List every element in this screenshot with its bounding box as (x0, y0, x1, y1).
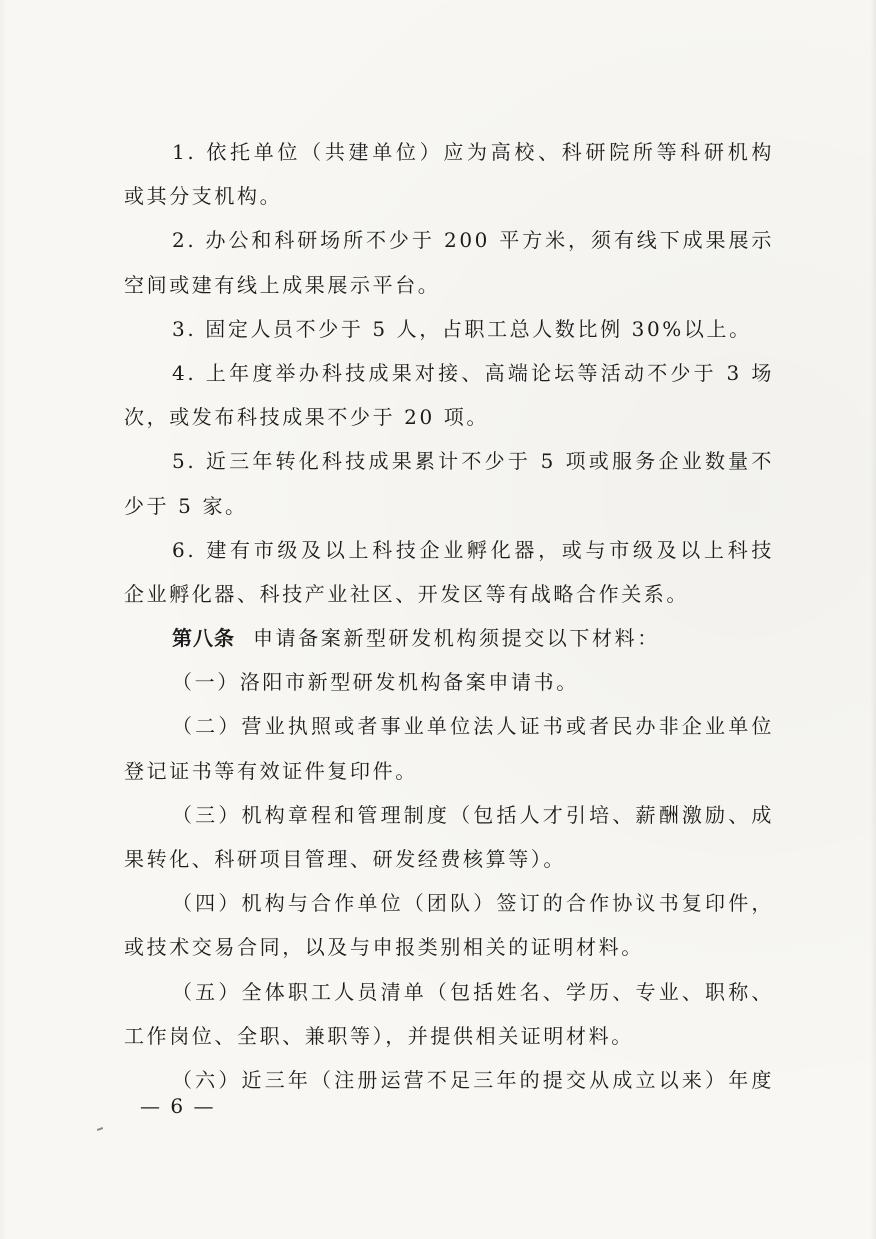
line-text: 登记证书等有效证件复印件。 (124, 758, 418, 783)
line-text: （三）机构章程和管理制度（包括人才引培、薪酬激励、成 (172, 802, 774, 827)
text-line (124, 970, 774, 1014)
scan-speck (97, 1127, 103, 1131)
text-line (124, 572, 774, 616)
text-line (124, 307, 774, 351)
text-line (124, 263, 774, 307)
line-text: 4. 上年度举办科技成果对接、高端论坛等活动不少于 3 场 (172, 360, 774, 385)
line-text: 或技术交易合同，以及与申报类别相关的证明材料。 (124, 935, 644, 960)
line-text: 3. 固定人员不少于 5 人，占职工总人数比例 30%以上。 (172, 316, 752, 341)
text-line (124, 616, 774, 660)
text-line (124, 704, 774, 748)
text-line (124, 749, 774, 793)
text-line (124, 439, 774, 483)
line-text: 次，或发布科技成果不少于 20 项。 (124, 405, 489, 430)
text-line (124, 793, 774, 837)
article-heading: 第八条 (172, 626, 235, 651)
line-text: 6. 建有市级及以上科技企业孵化器，或与市级及以上科技 (172, 537, 774, 562)
line-text: （一）洛阳市新型研发机构备案申请书。 (172, 670, 579, 695)
text-line (124, 881, 774, 925)
text-line (124, 1058, 774, 1102)
line-text: 少于 5 家。 (124, 493, 248, 518)
text-line (124, 218, 774, 262)
line-text: 果转化、科研项目管理、研发经费核算等）。 (124, 847, 566, 871)
line-text: （四）机构与合作单位（团队）签订的合作协议书复印件， (172, 891, 774, 916)
text-line (124, 1014, 774, 1058)
line-text: 申请备案新型研发机构须提交以下材料： (253, 626, 660, 651)
text-line (124, 837, 774, 881)
page-number: — 6 — (140, 1094, 216, 1118)
line-text: 5. 近三年转化科技成果累计不少于 5 项或服务企业数量不 (172, 449, 774, 474)
line-text: 企业孵化器、科技产业社区、开发区等有战略合作关系。 (124, 581, 689, 606)
text-line (124, 528, 774, 572)
line-text: 工作岗位、全职、兼职等），并提供相关证明材料。 (124, 1023, 634, 1048)
text-line (124, 484, 774, 528)
text-line (124, 351, 774, 395)
line-text: （六）近三年（注册运营不足三年的提交从成立以来）年度 (172, 1067, 774, 1092)
text-line (124, 395, 774, 439)
text-line (124, 174, 774, 218)
line-text: 1. 依托单位（共建单位）应为高校、科研院所等科研机构 (172, 140, 774, 164)
text-line (124, 660, 774, 704)
line-text: （二）营业执照或者事业单位法人证书或者民办非企业单位 (172, 714, 774, 739)
text-line (124, 925, 774, 969)
line-text: 空间或建有线上成果展示平台。 (124, 272, 441, 297)
text-line (124, 130, 774, 174)
line-text: 2. 办公和科研场所不少于 200 平方米，须有线下成果展示 (172, 228, 774, 253)
line-text: 或其分支机构。 (124, 184, 283, 209)
line-text: （五）全体职工人员清单（包括姓名、学历、专业、职称、 (172, 979, 774, 1004)
document-body (124, 130, 774, 1102)
